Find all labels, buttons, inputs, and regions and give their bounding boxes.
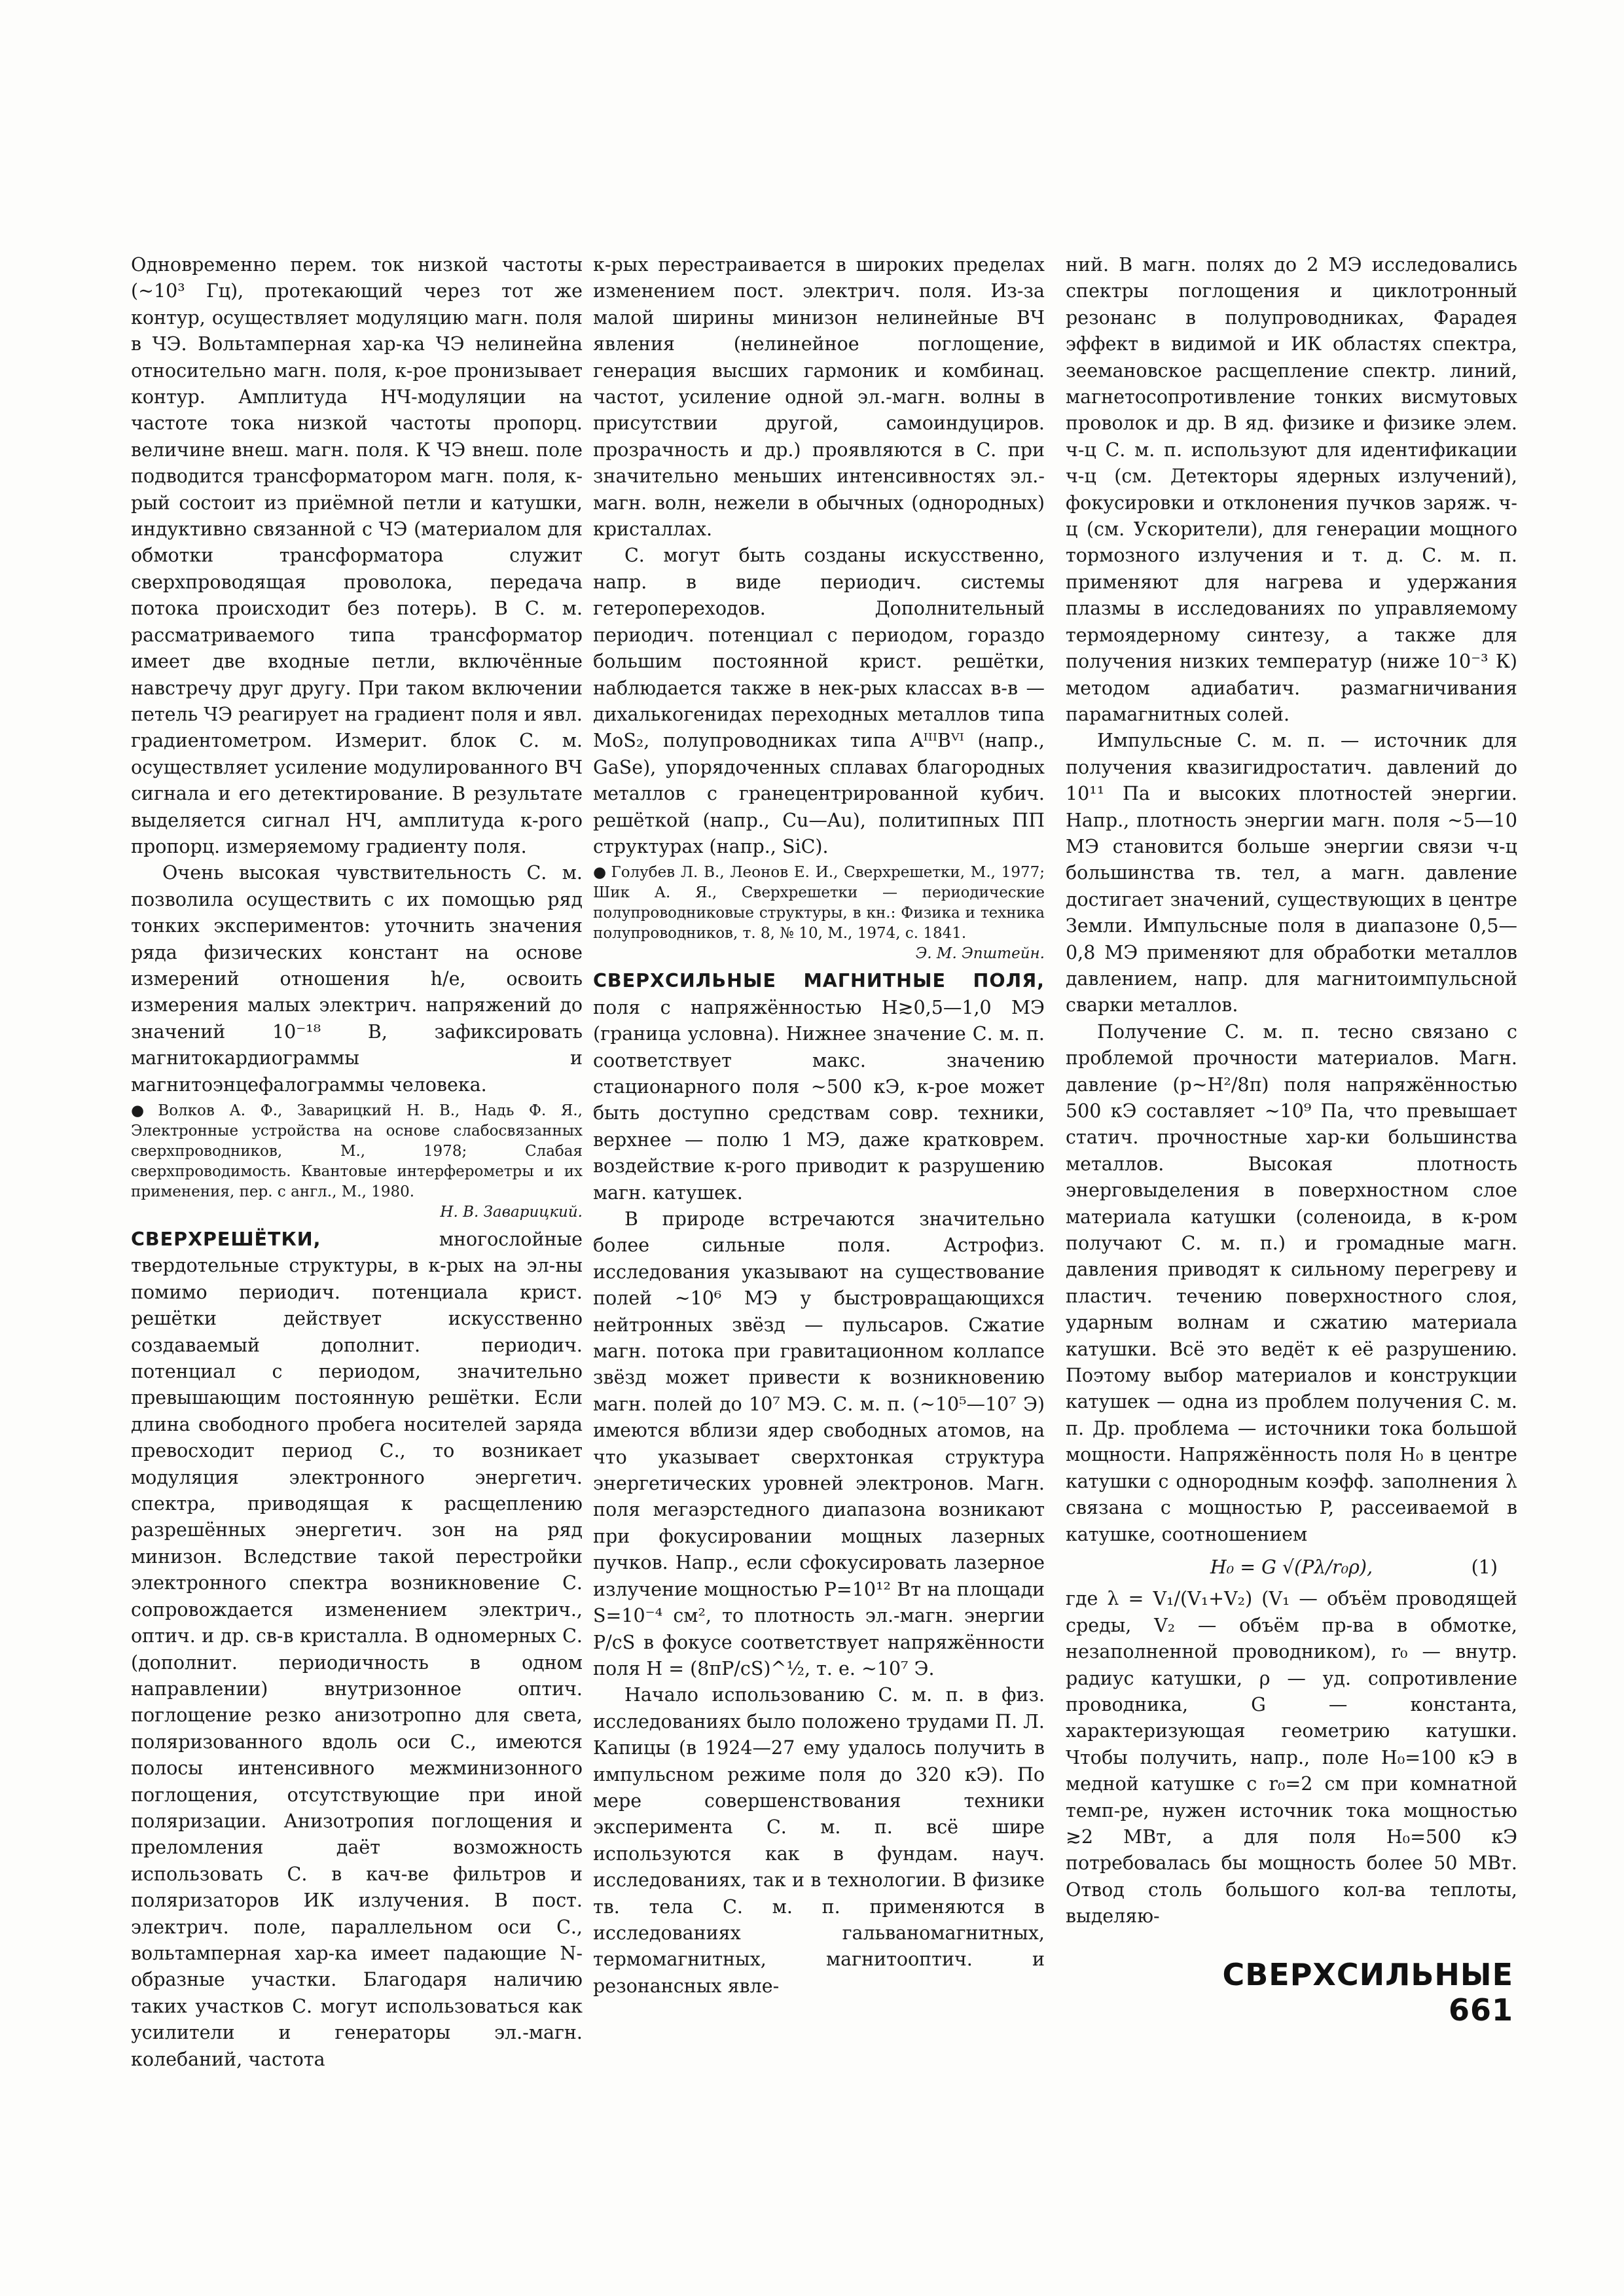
paragraph: Очень высокая чувствительность С. м. позволила осуществить с их помощью ряд тонких экспериментов: уточнить значения ряда физических констант на основе измерений отношения h/e, освоить измерения малых электрич. напряжений до значений 10⁻¹⁸ В, зафиксировать магнитокардиограммы и магнитоэнцефалограммы человека. xyxy=(131,862,583,1096)
paragraph: Импульсные С. м. п. — источник для получения квазигидростатич. давлений до 10¹¹ Па и высоких плотностей энергии. Напр., плотность энергии магн. поля ~5—10 МЭ становится больше энергии связи ч-ц большинства тв. тел, а магн. давление достигает значений, существующих в центре Земли. Импульсные поля в диапазоне 0,5—0,8 МЭ применяют для обработки металлов давлением, напр. для магнитоимпульсной сварки металлов. xyxy=(1066,730,1517,1016)
author-signature: Н. В. Заварицкий. xyxy=(440,1204,583,1221)
bullet-icon: ● xyxy=(131,1102,154,1119)
text-column-2 xyxy=(593,252,1045,2000)
article-entry xyxy=(131,1227,583,2073)
formula xyxy=(1066,1554,1517,1581)
literature-text: Волков А. Ф., Заварицкий Н. В., Надь Ф. Я., Электронные устройства на основе слабосвязанных сверхпроводников, М., 1978; Слабая сверхпроводимость. Квантовые интерферометры и их применения, пер. с англ., М., 1980. xyxy=(131,1102,583,1200)
author-signature: Э. М. Эпштейн. xyxy=(915,945,1045,963)
article-headword: СВЕРХРЕШЁТКИ, xyxy=(131,1229,321,1250)
paragraph: Получение С. м. п. тесно связано с проблемой прочности материалов. Магн. давление (p~H²/8π) поля напряжённостью 500 кЭ составляет ~10⁹ Па, что превышает статич. прочностные хар-ки большинства металлов. Высокая плотность энерговыделения в поверхностном слое материала катушки (соленоида, в к-ром получают С. м. п.) и громадные магн. давления приводят к сильному перегреву и пластич. течению поверхностного слоя, ударным волнам и сжатию материала катушки. Всё это ведёт к её разрушению. Поэтому выбор материалов и конструкции катушек — одна из проблем получения С. м. п. Др. проблема — источники тока большой мощности. Напряжённость поля H₀ в центре катушки с однородным коэфф. заполнения λ связана с мощностью P, рассеиваемой в катушке, соотношением xyxy=(1066,1020,1517,1545)
paragraph: многослойные твердотельные структуры, в к-рых на эл-ны помимо периодич. потенциала крист. решётки действует искусственно создаваемый дополнит. периодич. потенциал с периодом, значительно превышающим постоянную решётки. Если длина свободного пробега носителей заряда превосходит период С., то возникает модуляция электронного энергетич. спектра, приводящая к расщеплению разрешённых энергетич. зон на ряд минизон. Вследствие такой перестройки электронного спектра возникновение С. сопровождается изменением электрич., оптич. и др. св-в кристалла. В одномерных С. (дополнит. периодичность в одном направлении) внутризонное оптич. поглощение резко анизотропно для света, поляризованного вдоль оси С., имеются полосы интенсивного межминизонного поглощения, отсутствующие при иной поляризации. Анизотропия поглощения и преломления даёт возможность использовать С. в кач-ве фильтров и поляризаторов ИК излучения. В пост. электрич. поле, параллельном оси С., вольтамперная хар-ка имеет падающие N-образные участки. Благодаря наличию таких участков С. могут использоваться как усилители и генераторы эл.-магн. колебаний, частота xyxy=(131,1229,583,2070)
paragraph: В природе встречаются значительно более сильные поля. Астрофиз. исследования указывают на существование полей ~10⁶ МЭ у быстровращающихся нейтронных звёзд — пульсаров. Сжатие магн. потока при гравитационном коллапсе звёзд может привести к возникновению магн. полей до 10⁷ МЭ. С. м. п. (~10⁵—10⁷ Э) имеются вблизи ядер свободных атомов, на что указывает сверхтонкая структура энергетических уровней электронов. Магн. поля мегаэрстедного диапазона возникают при фокусировании мощных лазерных пучков. Напр., если сфокусировать лазерное излучение мощностью P=10¹² Вт на площади S=10⁻⁴ см², то плотность эл.-магн. энергии P/cS в фокусе соответствует напряжённости поля H = (8πP/cS)^½, т. е. ~10⁷ Э. xyxy=(593,1208,1045,1679)
text-column-1 xyxy=(131,252,583,2073)
paragraph: поля с напряжённостью H≳0,5—1,0 МЭ (граница условна). Нижнее значение С. м. п. соответствует макс. значению стационарного поля ~500 кЭ, к-рое может быть доступно средствам совр. техники, верхнее — полю 1 МЭ, даже кратковрем. воздействие к-рого приводит к разрушению магн. катушек. xyxy=(593,996,1045,1204)
formula-text: H₀ = G √(Pλ/r₀ρ), xyxy=(1210,1556,1373,1578)
running-head: СВЕРХСИЛЬНЫЕ xyxy=(1222,1957,1513,1992)
paragraph: ний. В магн. полях до 2 МЭ исследовались спектры поглощения и циклотронный резонанс в полупроводниках, Фарадея эффект в видимой и ИК областях спектра, зеемановское расщепление спектр. линий, магнетосопротивление тонких висмутовых проволок и др. В яд. физике и физике элем. ч-ц С. м. п. используют для идентификации ч-ц (см. Детекторы ядерных излучений), фокусировки и отклонения пучков заряж. ч-ц (см. Ускорители), для генерации мощного тормозного излучения и т. д. С. м. п. применяют для нагрева и удержания плазмы в исследованиях по управляемому термоядерному синтезу, а также для получения низких температур (ниже 10⁻³ К) методом адиабатич. размагничивания парамагнитных солей. xyxy=(1066,254,1517,725)
paragraph: С. могут быть созданы искусственно, напр. в виде периодич. системы гетеропереходов. Дополнительный периодич. потенциал с периодом, гораздо большим постоянной крист. решётки, наблюдается также в нек-рых классах в-в — дихалькогенидах переходных металлов типа MoS₂, полупроводниках типа AᴵᴵᴵBⱽᴵ (напр., GaSe), упорядоченных сплавах благородных металлов с гранецентрированной кубич. решёткой (напр., Cu—Au), политипных ПП структурах (напр., SiC). xyxy=(593,545,1045,857)
paragraph: Одновременно перем. ток низкой частоты (~10³ Гц), протекающий через тот же контур, осуществляет модуляцию магн. поля в ЧЭ. Вольтамперная хар-ка ЧЭ нелинейна относительно магн. поля, к-рое пронизывает контур. Амплитуда НЧ-модуляции на частоте тока низкой частоты пропорц. величине внеш. магн. поля. К ЧЭ внеш. поле подводится трансформатором магн. поля, к-рый состоит из приёмной петли и катушки, индуктивно связанной с ЧЭ (материалом для обмотки трансформатора служит сверхпроводящая проволока, передача потока происходит без потерь). В С. м. рассматриваемого типа трансформатор имеет две входные петли, включённые навстречу друг другу. При таком включении петель ЧЭ реагирует на градиент поля и явл. градиентометром. Измерит. блок С. м. осуществляет усиление модулированного ВЧ сигнала и его детектирование. В результате выделяется сигнал НЧ, амплитуда к-рого пропорц. измеряемому градиенту поля. xyxy=(131,254,583,857)
bullet-icon: ● xyxy=(593,864,607,882)
page-number: 661 xyxy=(1448,1992,1513,2028)
text-column-3 xyxy=(1066,252,1517,1930)
article-headword: СВЕРХСИЛЬНЫЕ МАГНИТНЫЕ ПОЛЯ, xyxy=(593,970,1045,992)
literature-text: Голубев Л. В., Леонов Е. И., Сверхрешетки, М., 1977; Шик А. Я., Сверхрешетки — периодические полупроводниковые структуры, в кн.: Физика и техника полупроводников, т. 8, № 10, М., 1974, с. 1841. xyxy=(593,864,1045,942)
literature-reference xyxy=(131,1101,583,1223)
paragraph: где λ = V₁/(V₁+V₂) (V₁ — объём проводящей среды, V₂ — объём пр-ва в обмотке, незаполненной проводником), r₀ — внутр. радиус катушки, ρ — уд. сопротивление проводника, G — константа, характеризующая геометрию катушки. Чтобы получить, напр., поле H₀=100 кЭ в медной катушке с r₀=2 см при комнатной темп-ре, нужен источник тока мощностью ≳2 МВт, а для поля H₀=500 кЭ потребовалась бы мощность более 50 МВт. Отвод столь большого кол-ва теплоты, выделяю- xyxy=(1066,1588,1517,1928)
paragraph: к-рых перестраивается в широких пределах изменением пост. электрич. поля. Из-за малой ширины минизон нелинейные ВЧ явления (нелинейное поглощение, генерация высших гармоник и комбинац. частот, усиление одной эл.-магн. волны в присутствии другой, самоиндуциров. прозрачность и др.) проявляются в С. при значительно меньших интенсивностях эл.-магн. волн, нежели в обычных (однородных) кристаллах. xyxy=(593,254,1045,541)
formula-number: (1) xyxy=(1471,1556,1498,1578)
literature-reference xyxy=(593,863,1045,964)
paragraph: Начало использованию С. м. п. в физ. исследованиях было положено трудами П. Л. Капицы (в 1924—27 ему удалось получить в импульсном режиме поля до 320 кЭ). По мере совершенствования техники эксперимента С. м. п. всё шире используются как в фундам. науч. исследованиях, так и в технологии. В физике тв. тела С. м. п. применяются в исследованиях гальваномагнитных, термомагнитных, магнитооптич. и резонансных явле- xyxy=(593,1684,1045,1997)
page-footer xyxy=(1147,1957,1513,2028)
article-entry xyxy=(593,968,1045,1206)
